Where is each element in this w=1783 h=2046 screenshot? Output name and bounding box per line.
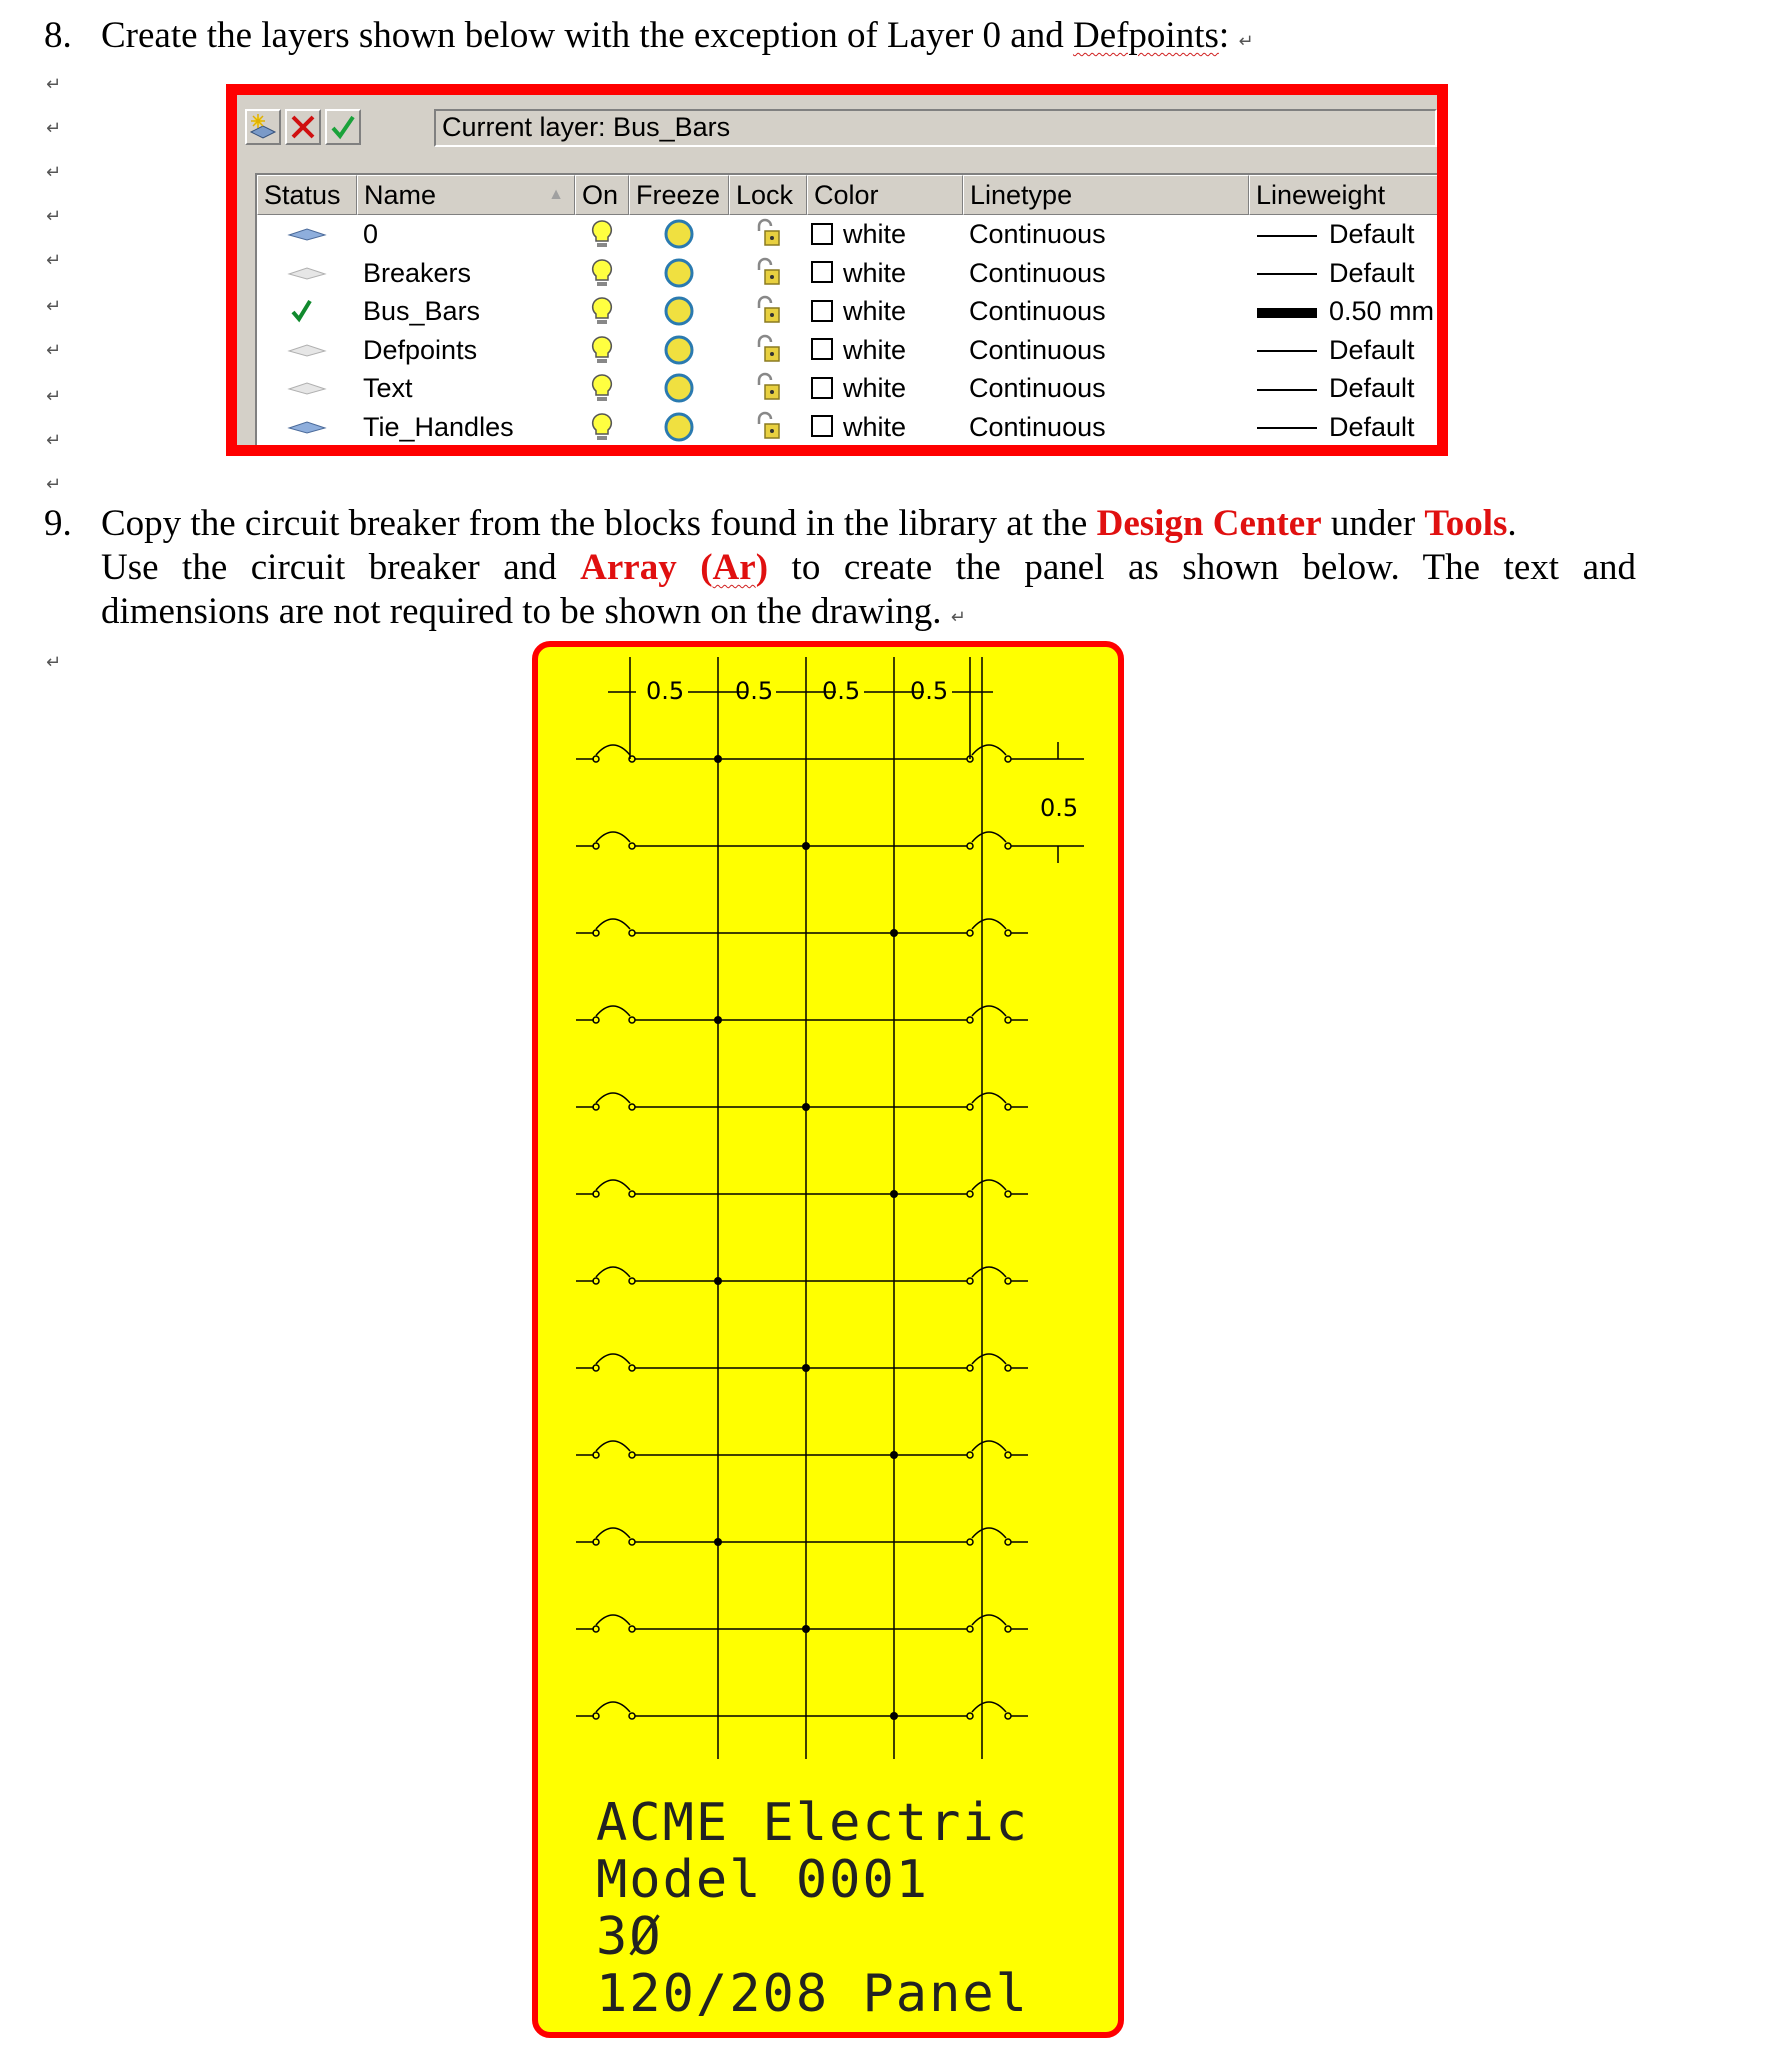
paragraph-mark-icon: ↵ bbox=[46, 474, 62, 495]
layer-color-cell[interactable]: white bbox=[811, 215, 961, 253]
layer-status-icon bbox=[283, 215, 333, 253]
breaker-right-arc bbox=[972, 1702, 1006, 1712]
column-header-color[interactable]: Color bbox=[807, 175, 963, 215]
panel-text-line-3: 3Ø bbox=[596, 1907, 663, 1967]
breaker-left-contact-2 bbox=[629, 1452, 635, 1458]
layer-linetype[interactable]: Continuous bbox=[969, 257, 1106, 288]
layer-lineweight-cell[interactable]: Default bbox=[1257, 215, 1447, 253]
breaker-right-contact bbox=[967, 1191, 973, 1197]
breaker-right-arc bbox=[972, 1441, 1006, 1451]
layer-on-bulb-icon[interactable] bbox=[575, 369, 629, 407]
layer-linetype[interactable]: Continuous bbox=[969, 373, 1106, 403]
layer-linetype[interactable]: Continuous bbox=[969, 334, 1106, 365]
layer-lock-icon[interactable] bbox=[729, 292, 807, 330]
layer-lock-icon[interactable] bbox=[729, 254, 807, 292]
breaker-left-contact-2 bbox=[629, 1539, 635, 1545]
breaker-right-arc bbox=[972, 1180, 1006, 1190]
breaker-right-arc bbox=[972, 1354, 1006, 1364]
bus-connection-dot bbox=[802, 1364, 810, 1372]
column-header-name[interactable]: Name ▲ bbox=[357, 175, 575, 215]
paragraph-mark-icon: ↵ bbox=[46, 652, 62, 673]
sort-arrow-icon: ▲ bbox=[548, 186, 564, 203]
lineweight-sample bbox=[1257, 350, 1317, 352]
breaker-right-arc bbox=[972, 1528, 1006, 1538]
panel-text-line-2: Model 0001 bbox=[596, 1850, 930, 1910]
breaker-right-contact-2 bbox=[1005, 1713, 1011, 1719]
breaker-left-arc bbox=[596, 1267, 630, 1277]
layer-linetype[interactable]: Continuous bbox=[969, 219, 1106, 249]
layer-color-cell[interactable]: white bbox=[811, 408, 961, 446]
breaker-right-arc bbox=[972, 1006, 1006, 1016]
breaker-left-contact-2 bbox=[629, 1626, 635, 1632]
breaker-right-contact bbox=[967, 1017, 973, 1023]
column-header-freeze[interactable]: Freeze bbox=[629, 175, 729, 215]
layer-name: 0 bbox=[363, 219, 379, 249]
lineweight-sample bbox=[1257, 308, 1317, 318]
layer-status-icon bbox=[283, 254, 333, 292]
tools-text: Tools bbox=[1424, 503, 1508, 544]
layer-freeze-sun-icon[interactable] bbox=[629, 254, 729, 292]
color-swatch bbox=[811, 223, 833, 245]
step-8-defpoints: Defpoints bbox=[1072, 15, 1219, 56]
step-8-text: Create the layers shown below with the exception of Layer 0 and bbox=[101, 15, 1073, 56]
color-swatch bbox=[811, 261, 833, 283]
paragraph-mark-icon: ↵ bbox=[1238, 31, 1254, 52]
layer-status-icon bbox=[283, 331, 333, 369]
breaker-right-arc bbox=[972, 832, 1006, 842]
layer-color-cell[interactable]: white bbox=[811, 369, 961, 407]
breaker-right-contact-2 bbox=[1005, 930, 1011, 936]
step-9-number: 9. bbox=[44, 503, 72, 544]
bus-connection-dot bbox=[714, 1538, 722, 1546]
delete-layer-button[interactable] bbox=[285, 109, 321, 145]
breaker-right-contact-2 bbox=[1005, 1278, 1011, 1284]
bus-connection-dot bbox=[802, 1625, 810, 1633]
layer-freeze-sun-icon[interactable] bbox=[629, 369, 729, 407]
panel-text-line-4: 120/208 Panel bbox=[596, 1964, 1029, 2024]
column-header-status[interactable]: Status bbox=[257, 175, 357, 215]
layer-lock-icon[interactable] bbox=[729, 369, 807, 407]
layer-freeze-sun-icon[interactable] bbox=[629, 331, 729, 369]
lineweight-sample bbox=[1257, 389, 1317, 391]
breaker-left-contact-2 bbox=[629, 1278, 635, 1284]
breaker-right-contact-2 bbox=[1005, 756, 1011, 762]
layer-lineweight-cell[interactable]: Default bbox=[1257, 254, 1447, 292]
layer-status-icon bbox=[283, 369, 333, 407]
layer-on-bulb-icon[interactable] bbox=[575, 408, 629, 446]
column-header-linetype[interactable]: Linetype bbox=[963, 175, 1249, 215]
layer-row[interactable] bbox=[257, 215, 1443, 253]
breaker-right-contact-2 bbox=[1005, 1365, 1011, 1371]
breaker-right-contact bbox=[967, 930, 973, 936]
layer-row[interactable] bbox=[257, 369, 1443, 407]
breaker-right-contact bbox=[967, 1104, 973, 1110]
breaker-left-contact-2 bbox=[629, 1104, 635, 1110]
breaker-right-contact bbox=[967, 1365, 973, 1371]
breaker-left-contact-2 bbox=[629, 930, 635, 936]
layer-row[interactable] bbox=[257, 292, 1443, 330]
layer-color-cell[interactable]: white bbox=[811, 331, 961, 369]
color-swatch bbox=[811, 415, 833, 437]
layer-name: Text bbox=[363, 373, 413, 403]
breaker-left-arc bbox=[596, 1180, 630, 1190]
dim-label-right: 0.5 bbox=[1040, 794, 1079, 822]
layer-freeze-sun-icon[interactable] bbox=[629, 292, 729, 330]
breaker-right-contact-2 bbox=[1005, 1539, 1011, 1545]
bus-connection-dot bbox=[890, 929, 898, 937]
breaker-right-arc bbox=[972, 1615, 1006, 1625]
set-current-icon bbox=[329, 113, 357, 141]
breaker-left-arc bbox=[596, 1528, 630, 1538]
dim-label-2: 0.5 bbox=[735, 677, 774, 705]
breaker-left-arc bbox=[596, 1702, 630, 1712]
layer-name: Defpoints bbox=[363, 334, 478, 365]
paragraph-mark-icon: ↵ bbox=[46, 430, 62, 451]
layer-lock-icon[interactable] bbox=[729, 331, 807, 369]
breaker-right-arc bbox=[972, 1093, 1006, 1103]
paragraph-mark-icon: ↵ bbox=[46, 250, 62, 271]
layer-on-bulb-icon[interactable] bbox=[575, 215, 629, 253]
color-swatch bbox=[811, 300, 833, 322]
lineweight-sample bbox=[1257, 235, 1317, 237]
set-current-button[interactable] bbox=[325, 109, 361, 145]
layer-linetype[interactable]: Continuous bbox=[969, 411, 1106, 442]
layer-freeze-sun-icon[interactable] bbox=[629, 215, 729, 253]
new-layer-button[interactable] bbox=[245, 109, 281, 145]
breaker-left-arc bbox=[596, 1006, 630, 1016]
layer-lineweight-cell[interactable]: Default bbox=[1257, 369, 1447, 407]
panel-text-line-1: ACME Electric bbox=[596, 1793, 1029, 1853]
new-layer-icon bbox=[248, 112, 278, 142]
paragraph-mark-icon: ↵ bbox=[46, 74, 62, 95]
layer-row[interactable] bbox=[257, 331, 1443, 369]
breaker-left-contact-2 bbox=[629, 1017, 635, 1023]
bus-connection-dot bbox=[890, 1190, 898, 1198]
layer-lineweight-cell[interactable]: 0.50 mm bbox=[1257, 292, 1447, 330]
step-8-number: 8. bbox=[44, 15, 72, 56]
breaker-right-contact bbox=[967, 1626, 973, 1632]
bus-connection-dot bbox=[802, 1103, 810, 1111]
panel-drawing bbox=[532, 641, 1124, 2038]
breaker-right-contact-2 bbox=[1005, 843, 1011, 849]
breaker-right-contact bbox=[967, 843, 973, 849]
paragraph-mark-icon: ↵ bbox=[46, 206, 62, 227]
breaker-left-arc bbox=[596, 1354, 630, 1364]
paragraph-mark-icon: ↵ bbox=[46, 162, 62, 183]
layer-status-icon bbox=[283, 408, 333, 446]
breaker-left-contact-2 bbox=[629, 1365, 635, 1371]
breaker-right-arc bbox=[972, 919, 1006, 929]
lineweight-sample bbox=[1257, 427, 1317, 429]
design-center-text: Design Center bbox=[1096, 503, 1322, 544]
dim-label-1: 0.5 bbox=[646, 677, 685, 705]
layer-lineweight-cell[interactable]: Default bbox=[1257, 331, 1447, 369]
layer-on-bulb-icon[interactable] bbox=[575, 254, 629, 292]
layer-lock-icon[interactable] bbox=[729, 408, 807, 446]
color-swatch bbox=[811, 338, 833, 360]
breaker-left-arc bbox=[596, 1093, 630, 1103]
paragraph-mark-icon: ↵ bbox=[46, 386, 62, 407]
dim-label-4: 0.5 bbox=[910, 677, 949, 705]
layer-row[interactable] bbox=[257, 408, 1443, 446]
layer-list bbox=[255, 173, 1445, 456]
breaker-left-contact-2 bbox=[629, 1191, 635, 1197]
paragraph-mark-icon: ↵ bbox=[46, 340, 62, 361]
layer-on-bulb-icon[interactable] bbox=[575, 292, 629, 330]
paragraph-mark-icon: ↵ bbox=[46, 118, 62, 139]
bus-connection-dot bbox=[802, 842, 810, 850]
layer-on-bulb-icon[interactable] bbox=[575, 331, 629, 369]
bus-connection-dot bbox=[714, 1277, 722, 1285]
bus-connection-dot bbox=[890, 1451, 898, 1459]
paragraph-mark-icon: ↵ bbox=[950, 607, 966, 628]
breaker-right-contact-2 bbox=[1005, 1452, 1011, 1458]
breaker-left-arc bbox=[596, 1615, 630, 1625]
breaker-left-contact-2 bbox=[629, 1713, 635, 1719]
breaker-right-contact bbox=[967, 1278, 973, 1284]
layer-manager-screenshot bbox=[226, 84, 1448, 456]
layer-color-cell[interactable]: white bbox=[811, 254, 961, 292]
bus-connection-dot bbox=[890, 1712, 898, 1720]
layer-lock-icon[interactable] bbox=[729, 215, 807, 253]
breaker-right-contact-2 bbox=[1005, 1191, 1011, 1197]
breaker-right-contact bbox=[967, 1713, 973, 1719]
column-header-lineweight[interactable]: Lineweight bbox=[1249, 175, 1445, 215]
column-header-on[interactable]: On bbox=[575, 175, 629, 215]
breaker-right-contact-2 bbox=[1005, 1017, 1011, 1023]
layer-name: Bus_Bars bbox=[363, 296, 481, 326]
breaker-left-arc bbox=[596, 1441, 630, 1451]
lineweight-sample bbox=[1257, 273, 1317, 275]
breaker-left-arc bbox=[596, 919, 630, 929]
current-layer-label: Current layer: Bus_Bars bbox=[434, 109, 1437, 147]
bus-connection-dot bbox=[714, 1016, 722, 1024]
layer-freeze-sun-icon[interactable] bbox=[629, 408, 729, 446]
breaker-right-contact-2 bbox=[1005, 1626, 1011, 1632]
layer-row[interactable] bbox=[257, 254, 1443, 292]
delete-layer-icon bbox=[289, 113, 317, 141]
layer-name: Tie_Handles bbox=[363, 411, 514, 442]
breaker-right-contact bbox=[967, 1539, 973, 1545]
breaker-left-arc bbox=[596, 832, 630, 842]
breaker-left-contact-2 bbox=[629, 843, 635, 849]
current-layer-check-icon bbox=[283, 292, 333, 330]
layer-linetype[interactable]: Continuous bbox=[969, 296, 1106, 326]
dim-label-3: 0.5 bbox=[822, 677, 861, 705]
color-swatch bbox=[811, 377, 833, 399]
layer-name: Breakers bbox=[363, 257, 472, 288]
breaker-right-contact-2 bbox=[1005, 1104, 1011, 1110]
bus-connection-dot bbox=[714, 755, 722, 763]
array-text: Array (Ar) bbox=[580, 547, 769, 588]
column-header-lock[interactable]: Lock bbox=[729, 175, 807, 215]
paragraph-mark-icon: ↵ bbox=[46, 296, 62, 317]
breaker-right-arc bbox=[972, 1267, 1006, 1277]
breaker-left-arc bbox=[596, 745, 630, 755]
layer-lineweight-cell[interactable]: Default bbox=[1257, 408, 1447, 446]
breaker-right-contact bbox=[967, 1452, 973, 1458]
breaker-right-arc bbox=[972, 745, 1006, 755]
layer-color-cell[interactable]: white bbox=[811, 292, 961, 330]
